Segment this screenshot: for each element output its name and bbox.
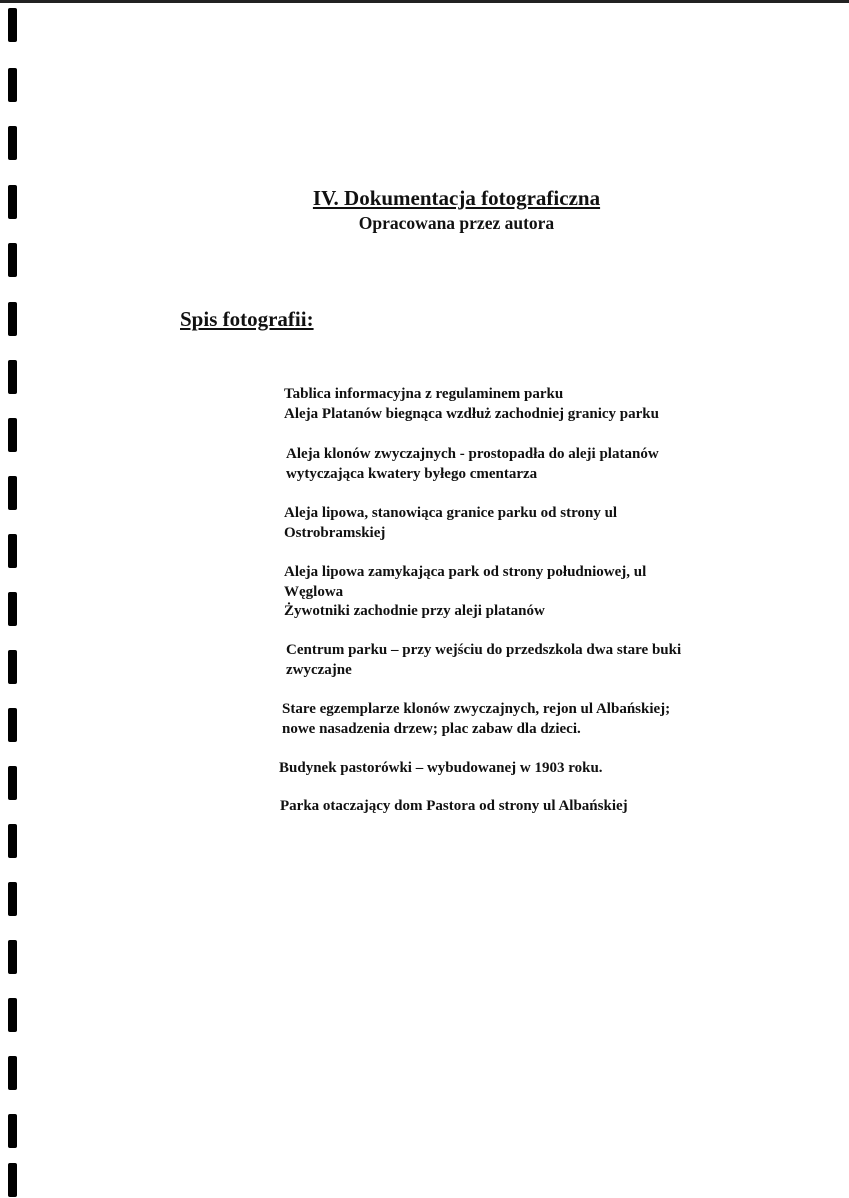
binding-hole — [8, 882, 17, 916]
entry-line: Aleja lipowa zamykająca park od strony południowej, ul — [284, 564, 647, 580]
binding-hole — [8, 418, 17, 452]
photo-list-heading: Spis fotografii: — [180, 307, 314, 331]
binding-hole — [8, 824, 17, 858]
binding-hole — [8, 68, 17, 102]
binding-holes — [8, 0, 18, 1198]
entry-description — [280, 796, 750, 816]
entry-description — [284, 562, 754, 602]
entry-line: Ostrobramskiej — [284, 525, 386, 541]
page-subtitle: Opracowana przez autora — [358, 213, 555, 233]
binding-hole — [8, 302, 17, 336]
page-title: IV. Dokumentacja fotograficzna — [312, 186, 601, 210]
entry-line: Tablica informacyjna z regulaminem parku — [284, 386, 564, 402]
binding-hole — [8, 592, 17, 626]
binding-hole — [8, 476, 17, 510]
binding-hole — [8, 650, 17, 684]
entry-line: Aleja Platanów biegnąca wzdłuż zachodniej granicy parku — [284, 406, 659, 422]
binding-hole — [8, 1056, 17, 1090]
entry-line: wytyczająca kwatery byłego cmentarza — [286, 466, 538, 482]
entry-line: nowe nasadzenia drzew; plac zabaw dla dzieci. — [282, 721, 581, 737]
entry-line: Parka otaczający dom Pastora od strony ul Albańskiej — [280, 798, 628, 814]
entry-description — [284, 384, 754, 404]
binding-hole — [8, 1114, 17, 1148]
entry-description — [284, 404, 754, 424]
binding-hole — [8, 998, 17, 1032]
entry-line: zwyczajne — [286, 662, 352, 678]
entry-line: Stare egzemplarze klonów zwyczajnych, rejon ul Albańskiej; — [282, 701, 671, 717]
binding-hole — [8, 534, 17, 568]
entry-line: Centrum parku – przy wejściu do przedszkola dwa stare buki — [286, 642, 682, 658]
entry-description — [284, 601, 754, 621]
entry-line: Aleja lipowa, stanowiąca granice parku od strony ul — [284, 505, 618, 521]
binding-hole — [8, 126, 17, 160]
binding-hole — [8, 766, 17, 800]
binding-hole — [8, 940, 17, 974]
entry-description — [286, 444, 756, 484]
entry-description — [284, 503, 754, 543]
scan-top-border — [0, 0, 849, 3]
entry-line: Budynek pastorówki – wybudowanej w 1903 roku. — [279, 760, 603, 776]
entry-description — [286, 640, 748, 680]
entry-description — [279, 758, 749, 778]
binding-hole — [8, 1163, 17, 1197]
binding-hole — [8, 8, 17, 42]
entry-line: Aleja klonów zwyczajnych - prostopadła do aleji platanów — [286, 446, 659, 462]
entry-line: Żywotniki zachodnie przy aleji platanów — [284, 603, 545, 619]
entry-description — [282, 699, 748, 739]
binding-hole — [8, 360, 17, 394]
binding-hole — [8, 243, 17, 277]
entry-line: Węglowa — [284, 584, 344, 600]
binding-hole — [8, 708, 17, 742]
